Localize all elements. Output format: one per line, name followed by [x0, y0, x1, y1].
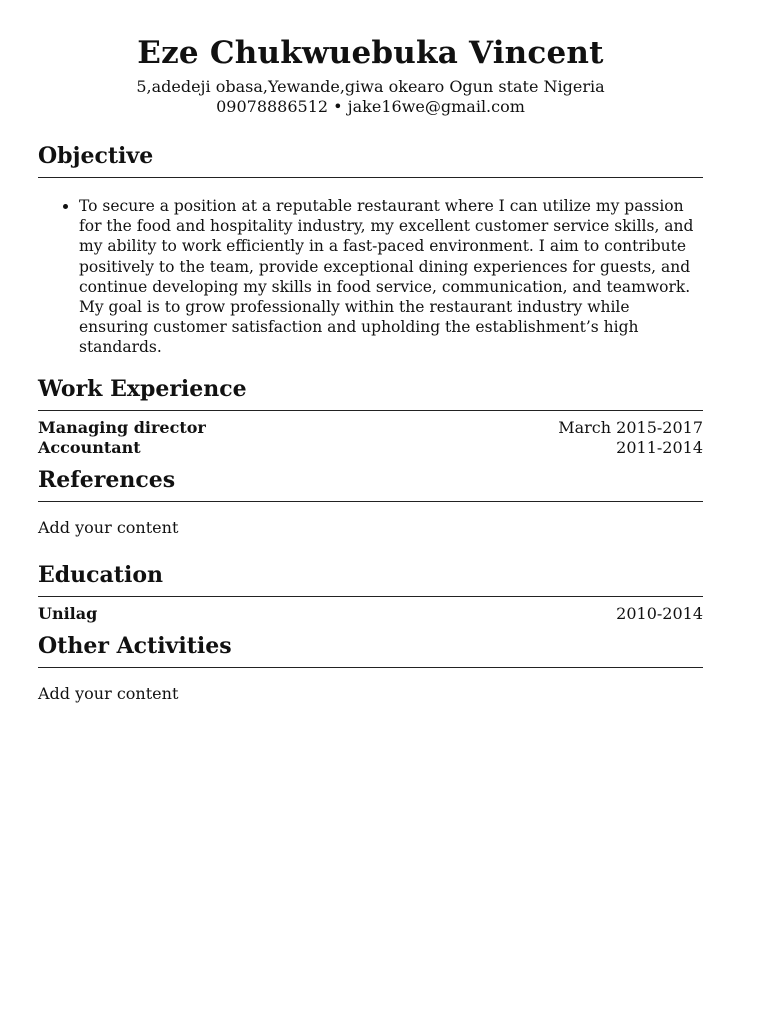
education-entry-dates: 2010-2014	[616, 603, 703, 623]
work-entry-dates: 2011-2014	[616, 437, 703, 457]
work-experience-heading: Work Experience	[38, 374, 703, 411]
objective-text: • To secure a position at a reputable restaurant where I can utilize my passion for the food and hospitality industry, my excellent customer service skills, and my ability to work efficiently in a fast-paced environment. I aim to contribute positively to the team, provide exceptional dining experiences for guests, and continue developing my skills in food service, communication, and teamwork. My goal is to grow professionally within the restaurant industry while ensuring customer satisfaction and upholding the establishment’s high standards.	[79, 196, 703, 358]
work-entry-role: Managing director	[38, 417, 206, 437]
address-line: 5,adedeji obasa,Yewande,giwa okearo Ogun state Nigeria	[136, 77, 605, 96]
work-entry	[38, 438, 703, 458]
work-entry	[38, 418, 703, 438]
education-entry	[38, 604, 703, 624]
objective-section	[38, 141, 703, 358]
resume-header	[38, 0, 703, 117]
education-section	[38, 560, 703, 624]
contact-line: 09078886512 • jake16we@gmail.com	[216, 97, 525, 116]
other-activities-heading: Other Activities	[38, 631, 703, 668]
candidate-name: Eze Chukwuebuka Vincent	[137, 35, 604, 71]
education-heading: Education	[38, 560, 703, 597]
work-experience-section	[38, 374, 703, 458]
work-entry-dates: March 2015-2017	[558, 417, 703, 437]
education-entries	[38, 604, 703, 624]
references-heading: References	[38, 465, 703, 502]
education-entry-school: Unilag	[38, 603, 98, 623]
references-section	[38, 465, 703, 538]
references-content: Add your content	[38, 517, 179, 537]
other-activities-section	[38, 631, 703, 704]
objective-list	[38, 196, 703, 358]
objective-heading: Objective	[38, 141, 703, 178]
other-activities-content: Add your content	[38, 683, 179, 703]
work-experience-entries	[38, 418, 703, 458]
work-entry-role: Accountant	[38, 437, 141, 457]
